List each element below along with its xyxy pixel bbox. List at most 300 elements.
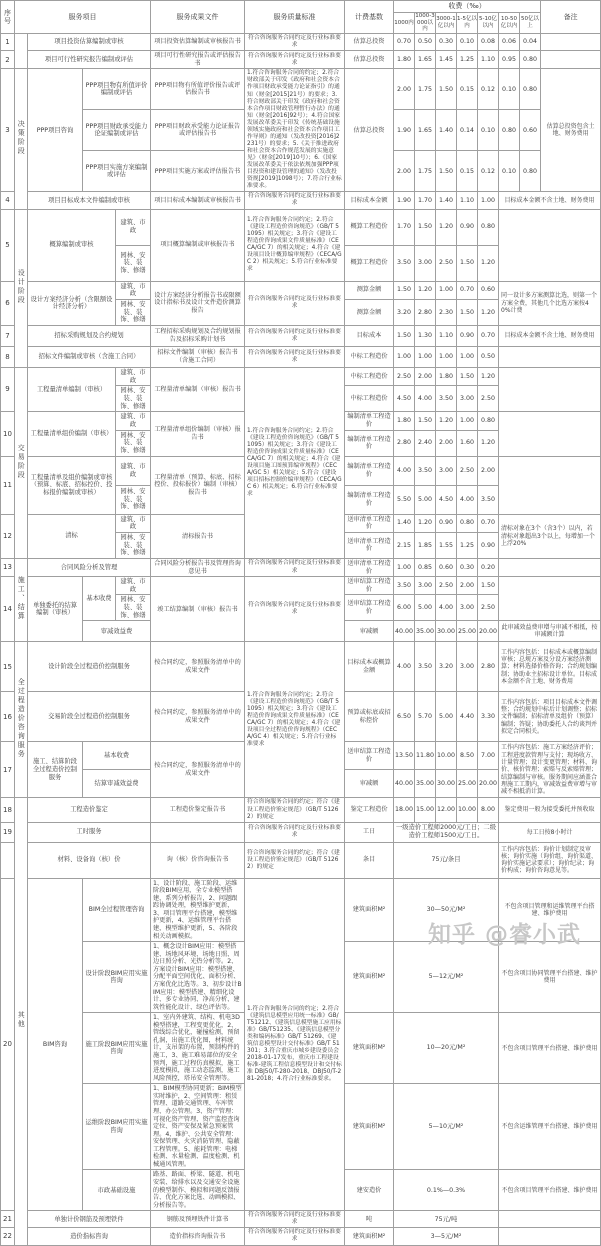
cell-file: 项目目标成本编制或审核报告书 bbox=[151, 192, 245, 209]
cell-base: 条目 bbox=[345, 842, 394, 878]
cell-file: 路基、路面、桥梁、隧道、机电安装、给排水以及交通安全设施的模型制作、模拟和问题反馈报告、优化方案比选、动画模拟、分析报告等。 bbox=[151, 1170, 245, 1211]
cell-fee: 0.90 bbox=[457, 209, 478, 245]
cell-fee: 1.80 bbox=[394, 412, 415, 430]
cell-subitem: PPP项目物有所值评价编制或评估 bbox=[83, 69, 151, 110]
stage-label: 交易阶段 bbox=[17, 443, 26, 480]
cell-num: 5 bbox=[1, 209, 15, 281]
cell-fee: 0.70 bbox=[457, 281, 478, 299]
cell-remark bbox=[499, 558, 601, 576]
stage-label: 设计阶段 bbox=[17, 268, 26, 305]
cell-header: 备注 bbox=[541, 1, 601, 34]
cell-fee: 0.80 bbox=[457, 514, 478, 532]
cell-fee: 1.40 bbox=[436, 110, 457, 151]
cell-item: BIM咨询 bbox=[28, 878, 83, 1211]
cell-fee: 0.08 bbox=[478, 34, 499, 51]
cell-fee: 4.00 bbox=[415, 386, 436, 412]
cell-fee: 1.20 bbox=[415, 281, 436, 299]
cell-fee: 6.50 bbox=[394, 692, 415, 742]
stage-label: 其他 bbox=[17, 1011, 26, 1030]
cell-fee: 1.90 bbox=[394, 192, 415, 209]
cell-disc: 园林、安装、装饰、修缮 bbox=[116, 532, 151, 558]
cell-base: 编制清单工程造价 bbox=[345, 456, 394, 485]
cell-fee: 0.85 bbox=[415, 558, 436, 576]
cell-remark bbox=[499, 577, 601, 621]
cell-remark: 不包含运维管理平台搭建、维护费用 bbox=[499, 1084, 601, 1170]
cell-file: 询（核）价咨询报告书 bbox=[151, 842, 245, 878]
cell-file: 工程量清单编制（审核）报告书 bbox=[151, 367, 245, 411]
cell-fee: 13.50 bbox=[394, 742, 415, 770]
cell-remark: 此审减效益费审增与审减不相抵，按审减额计算 bbox=[499, 621, 601, 642]
cell-item: 设计方案经济分析（含限额设计经济分析） bbox=[28, 281, 116, 325]
cell-fee: 40.00 bbox=[394, 770, 415, 798]
cell-disc: 建筑、市政 bbox=[116, 367, 151, 385]
cell-item: 项目可行性研究报告编制或评估 bbox=[28, 51, 151, 69]
cell-num: 7 bbox=[1, 325, 15, 346]
cell-fee: 2.50 bbox=[478, 386, 499, 412]
cell-std: 1.符合咨询服务合同约定；2.符合《建设工程造价咨询规范》（GB/T 51095）相关规定；3.符合《建设工程造价咨询成果文件质量标准》（CECA/GC 7）的相关规定；4.符合《建设项目设计概算编审规程》（CECA/GC 2）相关规定；5.符合行业标准要求 bbox=[245, 209, 345, 281]
cell-disc: 建筑、市政 bbox=[116, 456, 151, 485]
cell-remark: 不包含项目管理平台搭建、维护费用 bbox=[499, 1170, 601, 1211]
cell-file: 项目可行性研究报告或评估报告书 bbox=[151, 51, 245, 69]
cell-fee: 3.00 bbox=[457, 595, 478, 621]
cell-base: 测算金额 bbox=[345, 281, 394, 299]
cell-header: 序 号 bbox=[1, 1, 15, 34]
cell-fee: 1.50 bbox=[415, 209, 436, 245]
cell-fee: 2.00 bbox=[436, 430, 457, 456]
cell-fee: 0.04 bbox=[520, 34, 541, 51]
stage-label: 全过程造价咨询服务 bbox=[17, 678, 26, 760]
cell-fee: 2.80 bbox=[478, 642, 499, 692]
cell-fee: 4.50 bbox=[436, 485, 457, 514]
cell-std: 符合咨询服务合同约定及行业标准要求 bbox=[245, 281, 345, 325]
cell-fee: 1.50 bbox=[394, 325, 415, 346]
cell-disc: 园林、安装、装饰、修缮 bbox=[116, 299, 151, 325]
cell-feetext: 3—5元/M² bbox=[394, 1228, 499, 1245]
cell-file: PPP项目物有所值评价报告或评估报告书 bbox=[151, 69, 245, 110]
cell-tier: 1-5亿以内 bbox=[457, 13, 478, 34]
cell-fee: 1.50 bbox=[415, 412, 436, 430]
cell-disc: 园林、安装、装饰、修缮 bbox=[116, 430, 151, 456]
cell-item: 项目目标成本文件编制或审核 bbox=[28, 192, 151, 209]
cell-base: 目标成本或概算金额 bbox=[345, 642, 394, 692]
cell-remark: 工作内容包括：施工方案经济评价；工程进度款管理与支付；现场收方、计量管理；设计变更管理；材料、询价、核价管理；索赔与反索赔管理；结算编制与审核。服务期间应涵盖合理施工工期内，审减效益费审增与审减不相抵消计算。 bbox=[499, 742, 601, 798]
cell-base: 估算总投资 bbox=[345, 69, 394, 192]
cell-num: 4 bbox=[1, 192, 15, 209]
cell-header: 服务成果文件 bbox=[151, 1, 245, 34]
cell-feetext: 0.1%—0.3% bbox=[394, 1170, 499, 1211]
cell-fee: 25.00 bbox=[457, 770, 478, 798]
cell-fee: 35.00 bbox=[415, 621, 436, 642]
cell-remark: 目标成本金额不含土地、财务费用 bbox=[499, 192, 601, 209]
cell-fee: 1.70 bbox=[394, 209, 415, 245]
cell-item: PPP项目咨询 bbox=[28, 69, 83, 192]
cell-file: 按合同约定，参照服务清单中的成果文件 bbox=[151, 692, 245, 742]
cell-num: 3 bbox=[1, 69, 15, 192]
cell-disc: 建筑、市政 bbox=[116, 281, 151, 299]
cell-feetext: 5—12元/M² bbox=[394, 942, 499, 1013]
cell-fee: 3.30 bbox=[478, 692, 499, 742]
cell-base: 估算总投资 bbox=[345, 34, 394, 51]
cell-fee: 1.10 bbox=[436, 325, 457, 346]
cell-subitem: 基本收费 bbox=[83, 577, 116, 621]
cell-fee: 2.40 bbox=[415, 430, 436, 456]
cell-base: 建筑面积M² bbox=[345, 878, 394, 942]
cell-feetext: 5—10元/M² bbox=[394, 1084, 499, 1170]
cell-subitem: BIM全过程管理咨询 bbox=[83, 878, 151, 942]
cell-fee: 1.00 bbox=[394, 558, 415, 576]
cell-file: 按合同约定，参照服务清单中的成果文件 bbox=[151, 742, 245, 798]
cell-fee: 1.40 bbox=[394, 514, 415, 532]
cell-fee: 5.00 bbox=[415, 485, 436, 514]
cell-base: 审减额 bbox=[345, 621, 394, 642]
cell-fee: 0.20 bbox=[478, 558, 499, 576]
cell-fee: 3.50 bbox=[436, 386, 457, 412]
cell-fee: 2.50 bbox=[436, 245, 457, 281]
cell-fee: 1.50 bbox=[478, 577, 499, 595]
cell-tier: 3000-1亿以内 bbox=[436, 13, 457, 34]
cell-stage bbox=[15, 69, 28, 209]
cell-remark bbox=[499, 412, 601, 456]
cell-item: 造价指标咨询 bbox=[28, 1228, 151, 1245]
cell-file: 合同风险分析报告书及管理咨询意见书 bbox=[151, 558, 245, 576]
cell-fee: 0.10 bbox=[457, 34, 478, 51]
cell-base: 建安造价 bbox=[345, 1170, 394, 1211]
cell-fee: 0.50 bbox=[415, 34, 436, 51]
cell-remark: 工作内容包括：项目目标成本文件调整；合约规划中标后计划调整；招标文件编制；招标清单及组价（预算）编制；答疑；协助委托人合约谈判并拟定合同相关。 bbox=[499, 692, 601, 742]
cell-feetext: 30—50元/M² bbox=[394, 878, 499, 942]
cell-file: 钢筋及预埋铁件计算书 bbox=[151, 1211, 245, 1228]
cell-base: 编制清单工程造价 bbox=[345, 430, 394, 456]
cell-std: 1.符合咨询服务合同的约定；2.符合财政部关于印发《政府和社会资本合作项目财政承受能力论证指引》的通知（财金[2015]21号）的要求；3.符合财政部关于印发《政府和社会资本合作项目财政管理暂行办法》的通知（财金[2016]92号）；4.符合国家发展改革委关于印发《传统基础设施领域实施政府和社会资本合作项目工作导则》的通知（发改投资[2016]2231号）的要求；5.《关于推进政府和社会资本合作规范发展的实施意见》（财金[2019]10号）；6.《国家发展改革委关于依法依规加强PPP项目投资和建设管理的通知》（发改投资规[2019]1098号）；7.符合行业标准要求。 bbox=[245, 69, 345, 192]
cell-item: 施工、结算阶段全过程造价控制服务 bbox=[28, 742, 83, 798]
cell-base: 审减额 bbox=[345, 770, 394, 798]
cell-remark bbox=[499, 209, 601, 281]
cell-tier: 1000内 bbox=[394, 13, 415, 34]
cell-item: 设计阶段全过程造价控制服务 bbox=[28, 642, 151, 692]
cell-stage bbox=[15, 642, 28, 798]
cell-fee: 3.20 bbox=[436, 642, 457, 692]
cell-fee: 1.00 bbox=[415, 346, 436, 367]
cell-num: 20 bbox=[1, 878, 15, 1211]
cell-fee: 0.15 bbox=[457, 151, 478, 192]
cell-fee: 2.50 bbox=[457, 456, 478, 485]
cell-remark: 不包含项目管理和运维管理平台搭建、维护费用 bbox=[499, 878, 601, 942]
cell-num: 12 bbox=[1, 514, 15, 558]
cell-fee: 1.20 bbox=[436, 209, 457, 245]
cell-fee: 3.20 bbox=[394, 299, 415, 325]
cell-base: 建筑面积M² bbox=[345, 1013, 394, 1084]
cell-fee: 1.70 bbox=[415, 192, 436, 209]
cell-tier: 5-10亿以内 bbox=[478, 13, 499, 34]
cell-fee: 0.90 bbox=[478, 532, 499, 558]
cell-item: 工程量清单编制（审核） bbox=[28, 367, 116, 411]
cell-subitem: 基本收费 bbox=[83, 742, 151, 770]
cell-base: 吨 bbox=[345, 1211, 394, 1228]
cell-fee: 1.00 bbox=[457, 346, 478, 367]
cell-fee: 0.14 bbox=[457, 110, 478, 151]
cell-item: 概算编制或审核 bbox=[28, 209, 116, 281]
cell-fee: 1.85 bbox=[415, 532, 436, 558]
cell-fee: 0.10 bbox=[499, 69, 520, 110]
cell-disc: 建筑、市政 bbox=[116, 514, 151, 532]
cell-base: 鉴定工程造价 bbox=[345, 798, 394, 822]
cell-num: 13 bbox=[1, 558, 15, 576]
cell-fee: 20.00 bbox=[478, 621, 499, 642]
cell-file: 项目投资估算编制或审核报告书 bbox=[151, 34, 245, 51]
cell-fee: 1.55 bbox=[436, 532, 457, 558]
cell-remark: 工作内容包括：询价计划制定及审核；询价实施（询价组、询价渠道、询价实施记录要求）；询价纪录；询价构成；询价咨询意见等。 bbox=[499, 842, 601, 878]
cell-stage bbox=[15, 209, 28, 367]
cell-base: 编制清单工程造价 bbox=[345, 412, 394, 430]
cell-header: 服务项目 bbox=[15, 1, 151, 34]
cell-header: 服务质量标准 bbox=[245, 1, 345, 34]
cell-fee: 2.50 bbox=[478, 595, 499, 621]
cell-fee: 1.00 bbox=[436, 281, 457, 299]
cell-disc: 建筑、市政 bbox=[116, 209, 151, 245]
cell-num: 18 bbox=[1, 798, 15, 822]
cell-num: 2 bbox=[1, 51, 15, 69]
cell-base: 目标成本金额 bbox=[345, 192, 394, 209]
cell-fee: 0.80 bbox=[520, 151, 541, 192]
cell-item: 项目投资估算编制或审核 bbox=[28, 34, 151, 51]
cell-file: 竣工结算编制（审核）报告书 bbox=[151, 577, 245, 642]
cell-fee: 2.00 bbox=[478, 456, 499, 485]
cell-fee: 4.00 bbox=[394, 456, 415, 485]
cell-file: 按合同约定，参照服务清单中的成果文件 bbox=[151, 642, 245, 692]
cell-fee: 4.00 bbox=[436, 595, 457, 621]
cell-feetext: 10—20元/M² bbox=[394, 1013, 499, 1084]
cell-fee: 1.25 bbox=[457, 532, 478, 558]
cell-item: 单独委托的结算编制（审核） bbox=[28, 577, 83, 642]
cell-file: 1、室内外建筑、结构、机电3D模型搭建，工程变更优化，2、管线综合优化，碰撞检测，预留孔洞，出施工优化图，材料统计，支吊架的布置，预制构件的施工，3、施工难易部位的安全预判，施工过程仿真模拟，施工进度模拟，施工动态监测，施工风险预控，塔吊安全管理等。 bbox=[151, 1013, 245, 1084]
cell-fee: 0.30 bbox=[436, 34, 457, 51]
cell-remark: 每工日按8小时计 bbox=[499, 822, 601, 842]
cell-disc: 园林、安装、装饰、修缮 bbox=[116, 485, 151, 514]
cell-fee: 0.80 bbox=[520, 69, 541, 110]
cell-subitem: PPP项目实施方案编制或评估 bbox=[83, 151, 151, 192]
cell-base: 送审结算工程造价 bbox=[345, 742, 394, 770]
cell-fee: 0.90 bbox=[457, 325, 478, 346]
cell-std: 符合咨询服务合同约定及行业标准要求 bbox=[245, 577, 345, 642]
cell-fee: 2.50 bbox=[394, 367, 415, 385]
cell-fee: 1.75 bbox=[415, 69, 436, 110]
cell-base: 送审清单工程造价 bbox=[345, 532, 394, 558]
cell-num: 1 bbox=[1, 34, 15, 51]
cell-num: 6 bbox=[1, 281, 15, 325]
cell-std: 符合咨询服务合同约定及行业标准要求 bbox=[245, 51, 345, 69]
cell-fee: 2.50 bbox=[436, 577, 457, 595]
cell-fee: 1.20 bbox=[436, 412, 457, 430]
cell-tier: 50亿以上 bbox=[520, 13, 541, 34]
cell-fee: 15.00 bbox=[415, 798, 436, 822]
cell-header: 收费（‰） bbox=[394, 1, 541, 13]
cell-std: 1.符合咨询服务合同约定；2.符合《建设工程造价咨询规范》（GB/T 51095）相关规定；3.符合《建设工程造价咨询成果文件质量标准》（CECA/GC 7）的相关规定；4.符合《建设项目施工图预算编审规程》（CECA/GC 5）相关规定；5.符合《建设项目招标控制价编审规程》（CECA/GC 6）相关规定；6.符合行业标准要求 bbox=[245, 367, 345, 558]
cell-item: 合同风险分析及管理 bbox=[28, 558, 151, 576]
cell-subitem: 审减效益费 bbox=[83, 621, 151, 642]
cell-base: 概算工程造价 bbox=[345, 209, 394, 245]
cell-file: 招标文件编制（审核）报告书（含施工合同） bbox=[151, 346, 245, 367]
cell-fee: 3.50 bbox=[394, 245, 415, 281]
cell-fee: 30.00 bbox=[436, 621, 457, 642]
cell-base: 送审清单工程造价 bbox=[345, 558, 394, 576]
cell-fee: 0.12 bbox=[478, 151, 499, 192]
cell-disc: 建筑、市政 bbox=[116, 412, 151, 430]
cell-fee: 12.00 bbox=[436, 798, 457, 822]
zhihu-watermark: 知乎 @睿小武 bbox=[428, 922, 582, 948]
cell-fee: 3.50 bbox=[415, 456, 436, 485]
cell-fee: 1.75 bbox=[415, 151, 436, 192]
cell-num: 19 bbox=[1, 822, 15, 842]
cell-fee: 1.40 bbox=[436, 192, 457, 209]
cell-num: 10 bbox=[1, 412, 15, 456]
cell-num: 11 bbox=[1, 456, 15, 514]
cell-std: 符合咨询服务合同约定及行业标准要求 bbox=[245, 325, 345, 346]
cell-fee: 1.20 bbox=[478, 245, 499, 281]
cell-fee: 18.00 bbox=[394, 798, 415, 822]
cell-fee: 0.70 bbox=[394, 34, 415, 51]
cell-header: 计费基数 bbox=[345, 1, 394, 34]
cell-base: 工日 bbox=[345, 822, 394, 842]
cell-base: 中标工程造价 bbox=[345, 386, 394, 412]
cell-stage bbox=[15, 367, 28, 558]
cell-item: 工程量清单及组价编制或审核（预算、标底、招标控价、投标报价编制或审核） bbox=[28, 456, 116, 514]
cell-fee: 3.00 bbox=[436, 456, 457, 485]
cell-feetext: 75元/条目 bbox=[394, 842, 499, 878]
cell-disc: 园林、安装、装饰、修缮 bbox=[116, 595, 151, 621]
cell-base: 建筑面积M² bbox=[345, 942, 394, 1013]
cell-fee: 7.00 bbox=[478, 742, 499, 770]
cell-file: PPP项目实施方案或评估报告书 bbox=[151, 151, 245, 192]
cell-subitem: 结算审减效益费 bbox=[83, 770, 151, 798]
cell-fee: 5.00 bbox=[436, 692, 457, 742]
cell-fee: 0.60 bbox=[520, 110, 541, 151]
cell-base: 送审清单工程造价 bbox=[345, 514, 394, 532]
cell-remark bbox=[499, 1211, 601, 1228]
cell-tier: 10-50亿以内 bbox=[499, 13, 520, 34]
cell-feetext: 75元/吨 bbox=[394, 1211, 499, 1228]
cell-fee: 1.50 bbox=[436, 151, 457, 192]
cell-num: 9 bbox=[1, 367, 15, 411]
cell-fee: 3.50 bbox=[478, 485, 499, 514]
cell-subitem: 运维阶段BIM应用实施咨询 bbox=[83, 1084, 151, 1170]
cell-base: 建筑面积M² bbox=[345, 1228, 394, 1245]
cell-file: 1、设计阶段、施工阶段、运维阶段BIM应用，全专业模型搭建，系列分析报告，2、问题跟踪协调处理，模型维护更新，3、项目管理平台搭建，模型维护更新，4、运维管理平台搭建，模型维护更新，5、各阶段相关动画模拟。 bbox=[151, 878, 245, 942]
cell-fee: 1.50 bbox=[436, 69, 457, 110]
cell-fee: 5.00 bbox=[415, 595, 436, 621]
cell-fee: 2.30 bbox=[436, 299, 457, 325]
cell-fee: 0.15 bbox=[457, 69, 478, 110]
cell-base: 测算金额 bbox=[345, 299, 394, 325]
cell-fee: 0.12 bbox=[478, 69, 499, 110]
cell-fee: 0.50 bbox=[478, 346, 499, 367]
cell-stage bbox=[15, 34, 28, 69]
cell-fee: 35.00 bbox=[415, 770, 436, 798]
cell-num: 22 bbox=[1, 1228, 15, 1245]
cell-file: PPP项目财政承受能力论证报告或评估报告书 bbox=[151, 110, 245, 151]
cell-fee: 1.50 bbox=[457, 367, 478, 385]
cell-fee: 5.50 bbox=[394, 485, 415, 514]
cell-num: 21 bbox=[1, 1211, 15, 1228]
stage-label: 施工、结算 bbox=[17, 576, 26, 622]
cell-fee: 4.00 bbox=[457, 485, 478, 514]
cell-base: 编制清单工程造价 bbox=[345, 485, 394, 514]
cell-fee: 3.00 bbox=[457, 642, 478, 692]
cell-remark bbox=[499, 456, 601, 514]
cell-fee: 0.06 bbox=[499, 34, 520, 51]
cell-item: 材料、设备询（核）价 bbox=[28, 842, 151, 878]
cell-file: 设计方案经济分析报告书或限额设计指标书及设计文件造价测算报告 bbox=[151, 281, 245, 325]
cell-remark: 目标成本金额不含土地、财务费用 bbox=[499, 325, 601, 346]
cell-base: 估算总投资 bbox=[345, 51, 394, 69]
cell-remark: 工作内容包括：目标成本或概算编制审核；总规方案及分设方案经济测算；材料选择价格咨询；合约规划编制；协助业主招标设计单位。目标成本金额不含土地、财务费用 bbox=[499, 642, 601, 692]
cell-std: 1.符合咨询服务合同约定；2.符合《建设工程造价咨询规范》（GB/T 51095）相关规定；3.符合《建设工程造价咨询成果文件质量标准》（CECA/GC 7）的相关规定；4.符合《建设项目全过程造价咨询规程》（CECA/GC 4）相关规定；5.符合行业标准要求 bbox=[245, 642, 345, 798]
cell-fee: 1.45 bbox=[436, 51, 457, 69]
cell-item: 清标 bbox=[28, 514, 116, 558]
cell-fee: 1.50 bbox=[457, 299, 478, 325]
cell-fee: 8.50 bbox=[457, 742, 478, 770]
cell-disc: 园林、安装、装饰、修缮 bbox=[116, 245, 151, 281]
cell-fee: 1.30 bbox=[415, 325, 436, 346]
cell-fee: 2.00 bbox=[457, 577, 478, 595]
cell-fee: 0.60 bbox=[478, 281, 499, 299]
cell-num bbox=[1, 842, 15, 878]
cell-fee: 0.80 bbox=[520, 51, 541, 69]
cell-remark: 鉴定费用一般为接受委托并预收取 bbox=[499, 798, 601, 822]
cell-subitem: 市政基础设施 bbox=[83, 1170, 151, 1211]
cell-std: 符合咨询服务合同约定及行业标准要求 bbox=[245, 1228, 345, 1245]
cell-remark bbox=[499, 367, 601, 411]
cell-base: 建筑面积M² bbox=[345, 1084, 394, 1170]
cell-file: 工程量清单（预算、标底、招标控价、投标报价）编制（审核）报告书 bbox=[151, 456, 245, 514]
cell-item: 招标文件编制或审核（含施工合同） bbox=[28, 346, 151, 367]
cell-fee: 8.00 bbox=[478, 798, 499, 822]
cell-num: 15 bbox=[1, 642, 15, 692]
cell-num: 17 bbox=[1, 742, 15, 798]
cell-fee: 0.80 bbox=[478, 209, 499, 245]
cell-fee: 1.20 bbox=[478, 367, 499, 385]
cell-file: 工程造价鉴定报告书 bbox=[151, 798, 245, 822]
cell-fee: 1.65 bbox=[415, 51, 436, 69]
cell-tier: 1000-3000以内 bbox=[415, 13, 435, 33]
cell-file bbox=[151, 822, 245, 842]
cell-std: 符合咨询服务合同约定及行业标准要求 bbox=[245, 822, 345, 842]
cell-fee: 3.00 bbox=[415, 245, 436, 281]
cell-std: 符合咨询服务合同约定及行业标准要求 bbox=[245, 558, 345, 576]
cell-fee: 10.00 bbox=[436, 742, 457, 770]
cell-base: 预算或标底或招标控价 bbox=[345, 692, 394, 742]
cell-fee: 2.80 bbox=[394, 430, 415, 456]
cell-fee: 0.10 bbox=[478, 110, 499, 151]
stage-label: 决策阶段 bbox=[17, 119, 26, 156]
cell-base: 目标成本 bbox=[345, 325, 394, 346]
cell-fee: 0.60 bbox=[436, 558, 457, 576]
cell-fee: 1.10 bbox=[457, 192, 478, 209]
cell-fee: 20.00 bbox=[478, 770, 499, 798]
cell-fee: 4.40 bbox=[457, 692, 478, 742]
cell-item: 交易阶段全过程造价控制服务 bbox=[28, 692, 151, 742]
cell-fee: 40.00 bbox=[394, 621, 415, 642]
cell-fee: 0.80 bbox=[499, 110, 520, 151]
cell-remark bbox=[499, 1228, 601, 1245]
cell-fee: 2.80 bbox=[415, 299, 436, 325]
cell-fee: 4.00 bbox=[394, 642, 415, 692]
cell-fee: 0.95 bbox=[499, 51, 520, 69]
cell-fee: 1.00 bbox=[394, 346, 415, 367]
cell-subitem: PPP项目财政承受能力论证编制或评估 bbox=[83, 110, 151, 151]
cell-fee: 1.20 bbox=[478, 430, 499, 456]
cell-fee: 1.90 bbox=[394, 110, 415, 151]
cell-fee: 1.00 bbox=[436, 346, 457, 367]
